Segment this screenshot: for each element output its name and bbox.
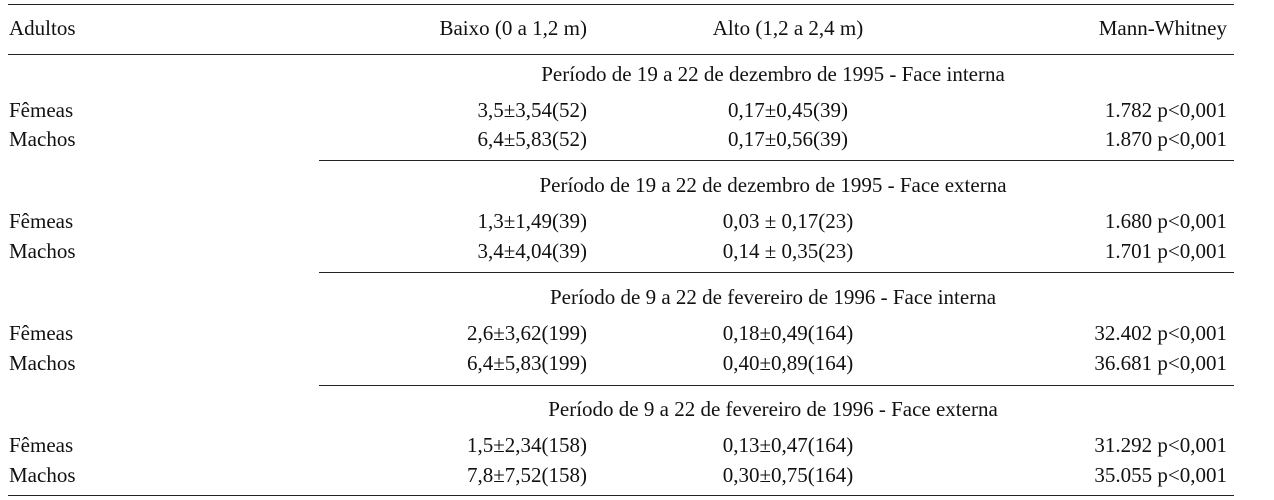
cell-baixo: 1,3±1,49(39)	[477, 209, 587, 233]
section-title: Período de 9 a 22 de fevereiro de 1996 - Face externa	[548, 397, 998, 421]
row-label: Machos	[9, 463, 76, 487]
cell-alto: 0,03 ± 0,17(23)	[722, 209, 854, 233]
row-label: Machos	[9, 351, 76, 375]
cell-mann-whitney: 1.701 p<0,001	[1104, 239, 1227, 263]
row-label: Machos	[9, 239, 76, 263]
cell-baixo: 7,8±7,52(158)	[466, 463, 587, 487]
section-title: Período de 9 a 22 de fevereiro de 1996 - Face interna	[549, 285, 997, 309]
cell-alto: 0,13±0,47(164)	[722, 433, 854, 457]
cell-mann-whitney: 1.680 p<0,001	[1104, 209, 1227, 233]
top-rule	[8, 4, 1234, 5]
row-label: Fêmeas	[9, 209, 74, 233]
cell-baixo: 1,5±2,34(158)	[466, 433, 587, 457]
cell-mann-whitney: 31.292 p<0,001	[1094, 433, 1227, 457]
cell-alto: 0,17±0,56(39)	[727, 127, 848, 151]
cell-mann-whitney: 32.402 p<0,001	[1094, 321, 1227, 345]
bottom-rule	[8, 495, 1234, 496]
section-rule	[319, 272, 1234, 273]
cell-alto: 0,17±0,45(39)	[727, 98, 848, 122]
cell-baixo: 6,4±5,83(52)	[477, 127, 587, 151]
row-label: Fêmeas	[9, 321, 74, 345]
cell-mann-whitney: 35.055 p<0,001	[1094, 463, 1227, 487]
cell-alto: 0,14 ± 0,35(23)	[722, 239, 854, 263]
section-title: Período de 19 a 22 de dezembro de 1995 - Face externa	[539, 173, 1007, 197]
header-alto: Alto (1,2 a 2,4 m)	[712, 16, 864, 40]
row-label: Machos	[9, 127, 76, 151]
row-label: Fêmeas	[9, 433, 74, 457]
section-title: Período de 19 a 22 de dezembro de 1995 - Face interna	[541, 62, 1005, 86]
cell-baixo: 2,6±3,62(199)	[466, 321, 587, 345]
cell-baixo: 6,4±5,83(199)	[466, 351, 587, 375]
cell-alto: 0,40±0,89(164)	[722, 351, 854, 375]
cell-baixo: 3,5±3,54(52)	[477, 98, 587, 122]
header-rule	[8, 54, 1234, 55]
cell-baixo: 3,4±4,04(39)	[477, 239, 587, 263]
cell-mann-whitney: 1.782 p<0,001	[1104, 98, 1227, 122]
header-mann-whitney: Mann-Whitney	[1098, 16, 1227, 40]
row-label: Fêmeas	[9, 98, 74, 122]
section-rule	[319, 160, 1234, 161]
cell-mann-whitney: 36.681 p<0,001	[1094, 351, 1227, 375]
cell-alto: 0,30±0,75(164)	[722, 463, 854, 487]
header-baixo: Baixo (0 a 1,2 m)	[439, 16, 587, 40]
section-rule	[319, 385, 1234, 386]
header-adultos: Adultos	[9, 16, 76, 40]
cell-alto: 0,18±0,49(164)	[722, 321, 854, 345]
cell-mann-whitney: 1.870 p<0,001	[1104, 127, 1227, 151]
